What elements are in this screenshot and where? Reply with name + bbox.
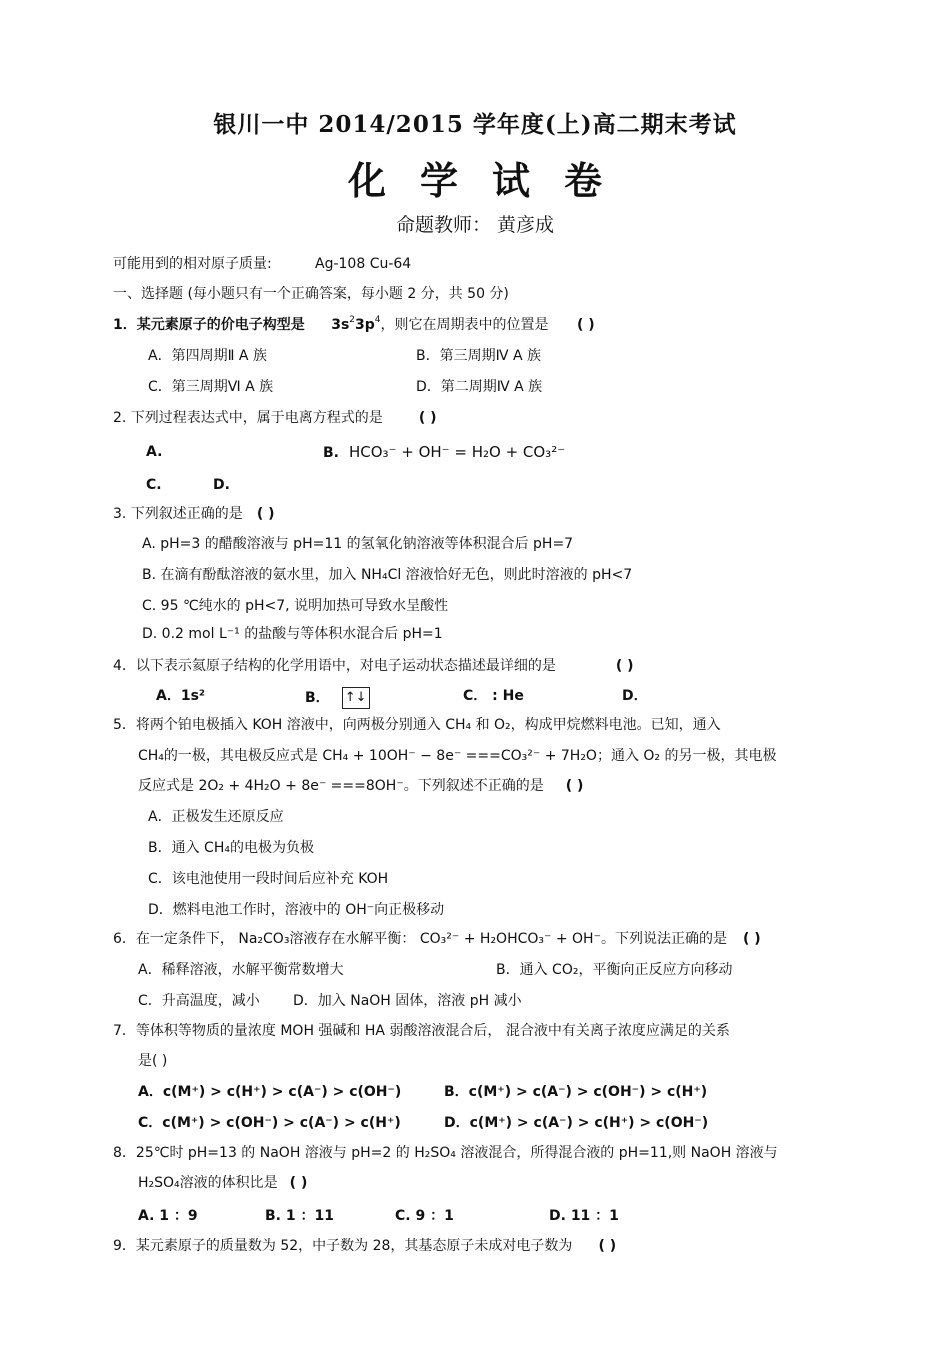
exam-teacher: 命题教师： 黄彦成 [395,214,555,236]
question-5-line-3: 反应式是 2O₂ + 4H₂O + 8e⁻ ===8OH⁻。下列叙述不正确的是 ( ) [138,778,584,794]
question-2-option-d: D. [213,477,230,493]
question-1-stem: 1．某元素原子的价电子构型是 $3s^23p^4$，则它在周期表中的位置是 ( ) [113,315,595,333]
question-8-option-d: D. 11 ：1 [549,1208,619,1224]
question-2-stem: 2. 下列过程表达式中，属于电离方程式的是 ( ) [113,410,437,426]
question-7-option-d: D．c(M⁺) > c(A⁻) > c(H⁺) > c(OH⁻) [444,1115,709,1131]
question-8-option-a: A. 1 ：9 [138,1208,198,1224]
question-1-option-c: C．第三周期Ⅵ A 族 [148,379,274,395]
question-1-option-d: D．第二周期Ⅳ A 族 [416,379,543,395]
question-8-stem-continued: H₂SO₄溶液的体积比是 ( ) [138,1175,308,1191]
question-2-option-a: A. [146,444,163,460]
question-6-option-a: A．稀释溶液，水解平衡常数增大 [138,962,344,978]
question-3-option-b: B. 在滴有酚酞溶液的氨水里，加入 NH₄Cl 溶液恰好无色，则此时溶液的 pH<7 [142,567,633,583]
orbital-box-diagram: ↑↓ [342,687,370,709]
question-3-option-c: C. 95 ℃纯水的 pH<7, 说明加热可导致水呈酸性 [142,598,449,614]
question-6-option-c: C．升高温度，减小 [138,993,260,1009]
question-8-option-c: C. 9 ：1 [395,1208,454,1224]
question-1-option-b: B．第三周期Ⅳ A 族 [416,348,542,364]
question-3-stem: 3. 下列叙述正确的是 ( ) [113,506,275,522]
question-7-option-b: B．c(M⁺) > c(A⁻) > c(OH⁻) > c(H⁺) [444,1084,708,1100]
question-2-option-b: B. HCO₃⁻ + OH⁻ = H₂O + CO₃²⁻ [323,443,566,461]
question-7-stem-continued: 是( ) [138,1053,168,1069]
question-6-option-b: B．通入 CO₂，平衡向正反应方向移动 [496,962,733,978]
question-8-option-b: B. 1 ：11 [265,1208,334,1224]
question-4-stem: 4．以下表示氦原子结构的化学用语中，对电子运动状态描述最详细的是 ( ) [113,658,634,674]
question-6-option-d: D．加入 NaOH 固体，溶液 pH 减小 [293,993,522,1009]
question-4-option-c: C． : He [463,688,524,704]
question-7-option-a: A．c(M⁺) > c(H⁺) > c(A⁻) > c(OH⁻) [138,1084,402,1100]
question-8-stem: 8．25℃时 pH=13 的 NaOH 溶液与 pH=2 的 H₂SO₄ 溶液混合，所得混合液的 pH=11,则 NaOH 溶液与 [113,1145,778,1161]
question-2-option-c: C. [146,477,162,493]
section-one-heading: 一、选择题 (每小题只有一个正确答案，每小题 2 分，共 50 分) [113,286,509,302]
atomic-mass-values: Ag-108 Cu-64 [315,256,412,272]
question-5-option-a: A．正极发生还原反应 [148,809,284,825]
exam-subject-title: 化学试卷 [347,158,636,203]
question-5-option-d: D．燃料电池工作时，溶液中的 OH⁻向正极移动 [148,902,445,918]
atomic-mass-label: 可能用到的相对原子质量: [113,256,272,272]
question-5-option-b: B．通入 CH₄的电极为负极 [148,840,314,856]
question-7-stem: 7．等体积等物质的量浓度 MOH 强碱和 HA 弱酸溶液混合后， 混合液中有关离子浓度应满足的关系 [113,1023,730,1039]
question-5-line-2: CH₄的一极，其电极反应式是 CH₄ + 10OH⁻ − 8e⁻ ===CO₃²⁻ + 7H₂O；通入 O₂ 的另一极，其电极 [138,748,777,764]
question-4-option-b: B． ↑↓ [305,687,370,709]
question-7-option-c: C．c(M⁺) > c(OH⁻) > c(A⁻) > c(H⁺) [138,1115,401,1131]
question-1-option-a: A．第四周期Ⅱ A 族 [148,348,267,364]
exam-school-title: 银川一中 2014/2015 学年度(上)高二期末考试 [213,111,737,138]
question-4-option-a: A．1s² [156,688,206,704]
question-3-option-a: A. pH=3 的醋酸溶液与 pH=11 的氢氧化钠溶液等体积混合后 pH=7 [142,536,574,552]
question-6-stem: 6．在一定条件下， Na₂CO₃溶液存在水解平衡： CO₃²⁻ + H₂OHCO₃⁻ + OH⁻。下列说法正确的是 ( ) [113,931,761,947]
question-5-option-c: C．该电池使用一段时间后应补充 KOH [148,871,389,887]
question-3-option-d: D. 0.2 mol L⁻¹ 的盐酸与等体积水混合后 pH=1 [142,626,443,642]
question-4-option-d: D． [622,688,648,704]
question-9-stem: 9．某元素原子的质量数为 52，中子数为 28，其基态原子未成对电子数为 ( ) [113,1238,617,1254]
question-5-line-1: 5．将两个铂电极插入 KOH 溶液中，向两极分别通入 CH₄ 和 O₂，构成甲烷燃料电池。已知，通入 [113,717,721,733]
